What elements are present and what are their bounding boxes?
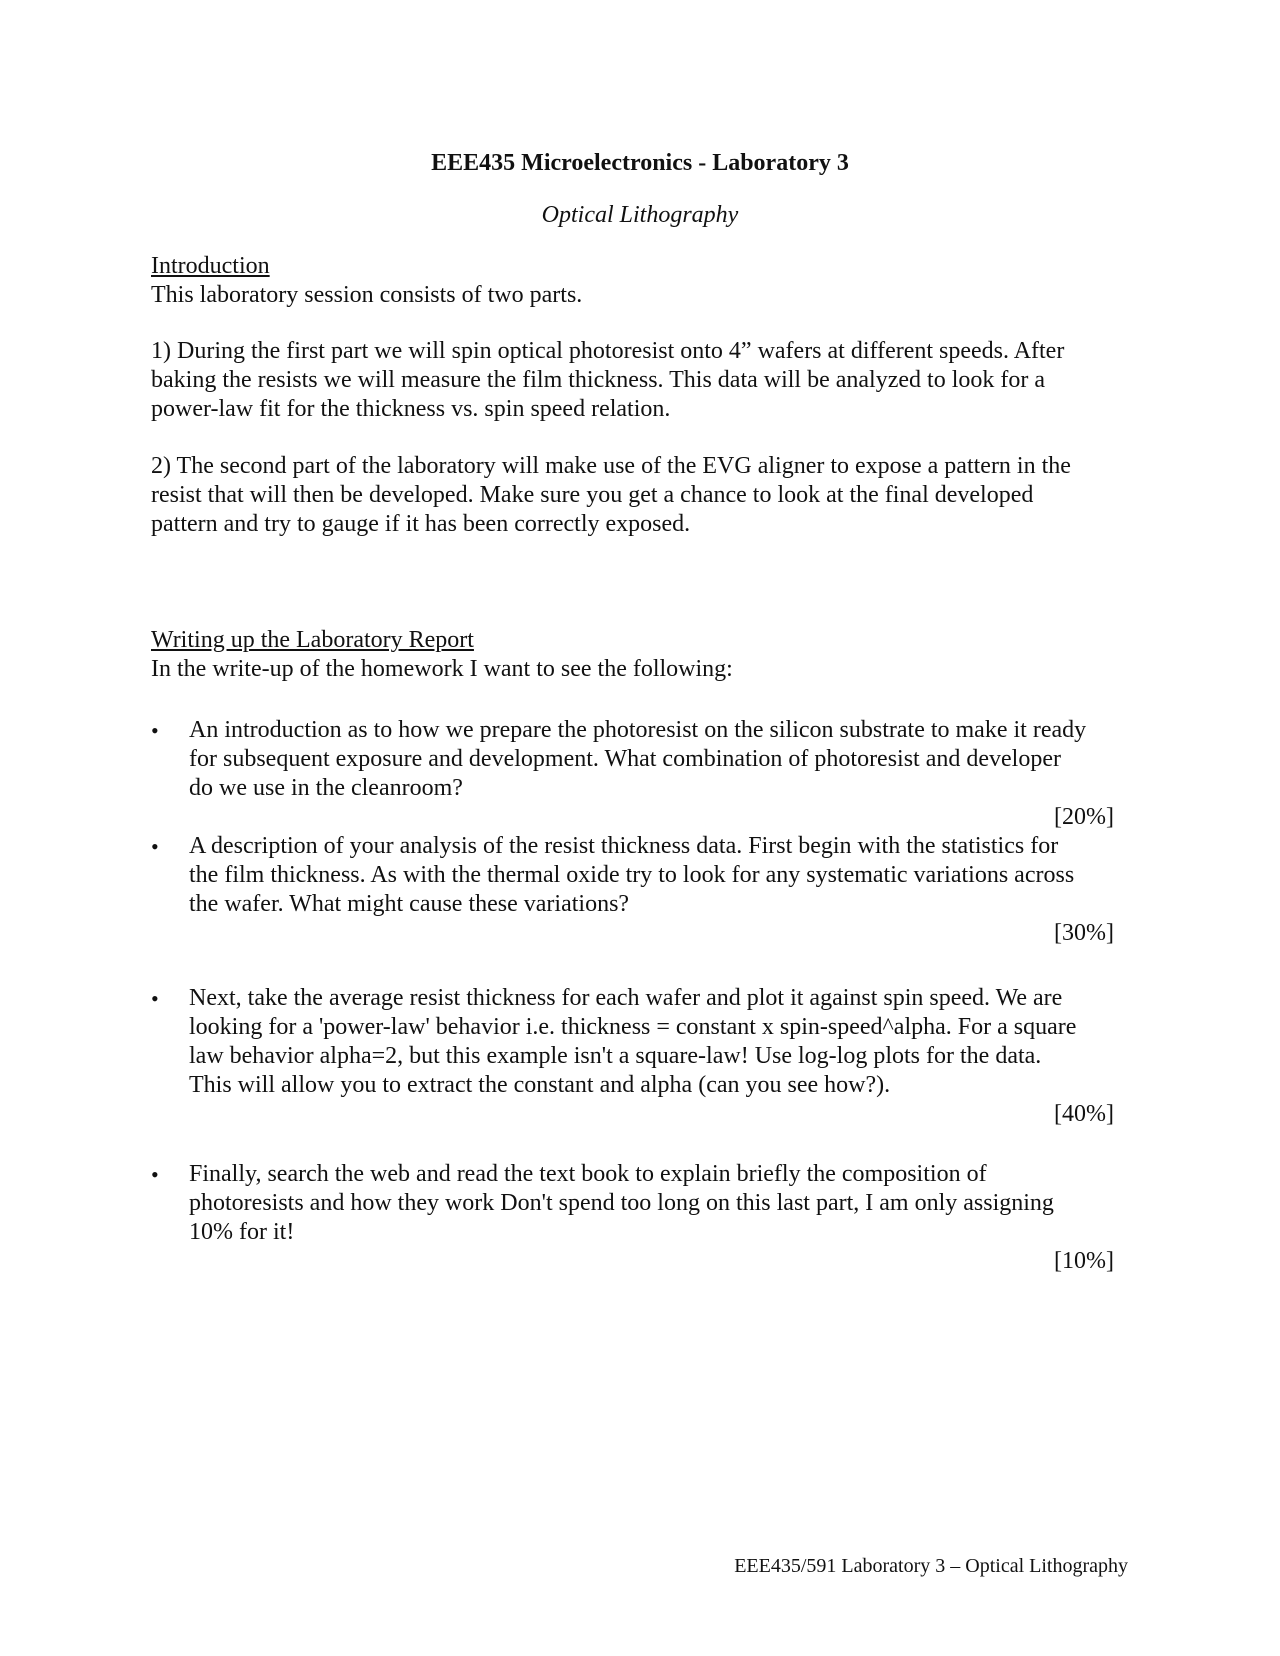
part2-line: 2) The second part of the laboratory will make use of the EVG aligner to expose a pattern in the (151, 453, 1071, 479)
document-subtitle: Optical Lithography (541, 202, 739, 228)
part2-line: pattern and try to gauge if it has been correctly exposed. (151, 511, 691, 537)
bullet-icon: • (151, 986, 159, 1011)
introduction-section (151, 252, 1141, 310)
report-item-line: for subsequent exposure and development. What combination of photoresist and developer (189, 746, 1061, 772)
report-item-weight: [20%] (1054, 804, 1114, 830)
document-title: EEE435 Microelectronics - Laboratory 3 (431, 150, 849, 176)
report-item-line: Finally, search the web and read the text book to explain briefly the composition of (189, 1161, 987, 1187)
introduction-lead: This laboratory session consists of two parts. (151, 282, 583, 308)
report-item-line: photoresists and how they work Don't spend too long on this last part, I am only assigning (189, 1190, 1054, 1216)
report-lead: In the write-up of the homework I want to see the following: (151, 656, 733, 682)
report-item-line: This will allow you to extract the constant and alpha (can you see how?). (189, 1072, 891, 1098)
report-item-line: Next, take the average resist thickness for each wafer and plot it against spin speed. We are (189, 985, 1063, 1011)
report-item-weight: [10%] (1054, 1248, 1114, 1274)
report-item-weight: [40%] (1054, 1101, 1114, 1127)
part1-line: power-law fit for the thickness vs. spin speed relation. (151, 396, 671, 422)
report-heading: Writing up the Laboratory Report (151, 627, 474, 653)
part2-line: resist that will then be developed. Make sure you get a chance to look at the final developed (151, 482, 1034, 508)
report-item-weight: [30%] (1054, 920, 1114, 946)
bullet-icon: • (151, 1162, 159, 1187)
report-item-line: law behavior alpha=2, but this example isn't a square-law! Use log-log plots for the data. (189, 1043, 1042, 1069)
report-item-line: A description of your analysis of the resist thickness data. First begin with the statistics for (189, 833, 1059, 859)
report-item-line: the wafer. What might cause these variations? (189, 891, 630, 917)
introduction-part-1 (151, 337, 1141, 424)
report-item-line: do we use in the cleanroom? (189, 775, 463, 801)
report-item-line: looking for a 'power-law' behavior i.e. thickness = constant x spin-speed^alpha. For a square (189, 1014, 1077, 1040)
bullet-icon: • (151, 834, 159, 859)
report-item-line: An introduction as to how we prepare the photoresist on the silicon substrate to make it ready (189, 717, 1087, 743)
report-item-line: the film thickness. As with the thermal oxide try to look for any systematic variations across (189, 862, 1075, 888)
report-section (151, 626, 1141, 684)
introduction-part-2 (151, 452, 1141, 539)
page-footer: EEE435/591 Laboratory 3 – Optical Lithography (734, 1555, 1128, 1577)
bullet-icon: • (151, 718, 159, 743)
part1-line: 1) During the first part we will spin optical photoresist onto 4” wafers at different speeds. After (151, 338, 1065, 364)
report-item-line: 10% for it! (189, 1219, 295, 1245)
introduction-heading: Introduction (151, 253, 270, 279)
part1-line: baking the resists we will measure the film thickness. This data will be analyzed to look for a (151, 367, 1045, 393)
